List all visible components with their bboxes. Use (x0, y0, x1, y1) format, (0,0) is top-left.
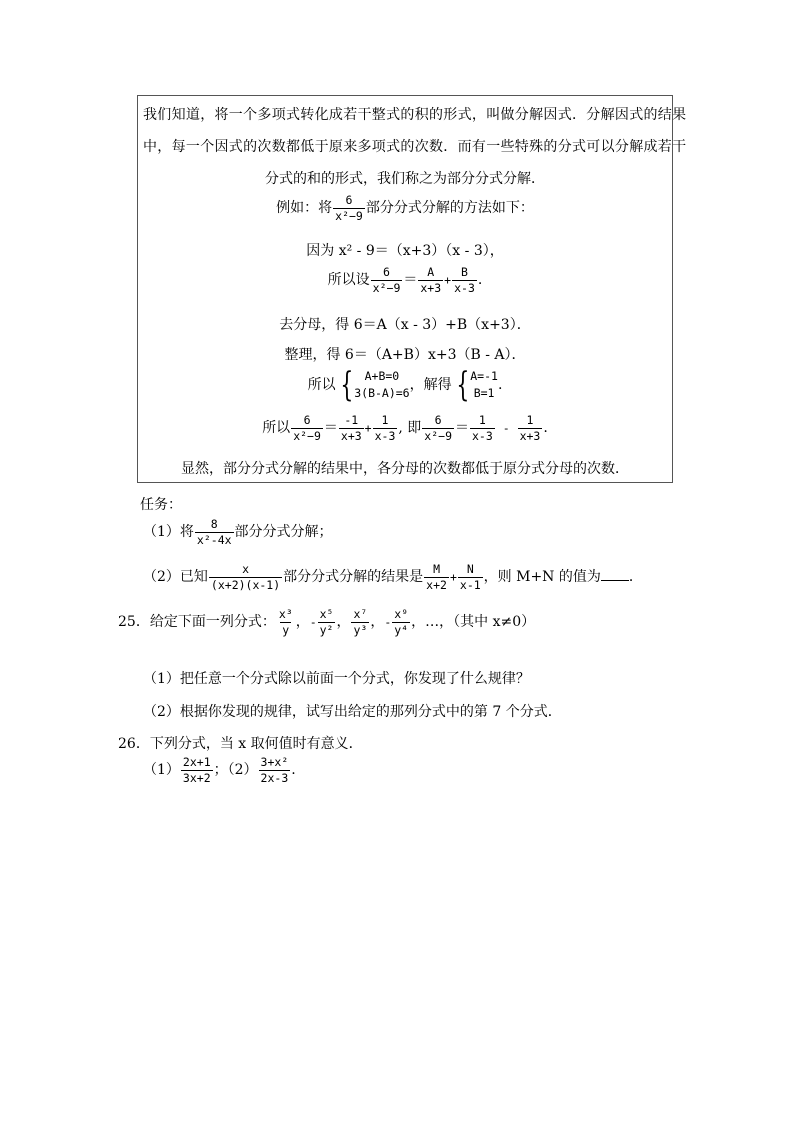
task-title: 任务： (140, 497, 182, 513)
fraction: $\frac{-1}{x+3}$ (340, 413, 362, 443)
question-25-part-1: （1）把任意一个分式除以前面一个分式，你发现了什么规律？ (143, 671, 530, 687)
fraction: $\frac{\text{x⁹}}{\text{y⁴}}$ (394, 607, 409, 637)
fraction: $\frac{1}{x-3}$ (472, 413, 493, 443)
question-26-parts: （1） $\frac{2x+1}{3x+2}$ ；（2） $\frac{\text{3+x²}}{2x-3}$ . (143, 755, 296, 785)
paragraph-line-3: 分式的和的形式，我们称之为部分分式分解． (265, 171, 545, 187)
fraction: $\frac{1}{x-3}$ (374, 413, 396, 443)
fraction: $\frac{x}{(x+2)(x-1)}$ (210, 562, 281, 592)
task-1: （1）将 $\frac{8}{\text{x²-4x}}$ 部分分式分解； (143, 517, 333, 547)
fraction: $\frac{M}{x+2}$ (426, 562, 447, 592)
fraction: $\frac{2x+1}{3x+2}$ (182, 755, 211, 785)
system-line: 所以 { A+B=0 3(B-A)=6 ，解得 { A=-1 B=1 . (307, 365, 503, 405)
paragraph-line-2: 中，每一个因式的次数都低于原来多项式的次数．而有一些特殊的分式可以分解成若干 (143, 139, 687, 155)
fraction: $\frac{A}{x+3}$ (420, 265, 442, 295)
fraction: $\frac{\text{3+x²}}{2x-3}$ (260, 755, 289, 785)
question-25-part-2: （2）根据你发现的规律，试写出给定的那列分式中的第 7 个分式． (143, 704, 562, 720)
final-line: 所以 $\frac{6}{\text{x²−9}}$ ＝ $\frac{-1}{x+3}$ + $\frac{1}{x-3}$ , 即 $\frac{6}{\text{x²−9}}$ ＝ $\frac{1}{x-3}$ - $\frac{1}{x+3}$ . (262, 413, 548, 443)
fraction: $\frac{\text{x³}}{y}$ (278, 607, 293, 637)
fraction: $\frac{1}{x+3}$ (519, 413, 541, 443)
because-line: 因为 x² - 9＝（x+3）（x - 3）， (306, 243, 504, 259)
example-line: 例如：将 $\frac{6}{\text{x²−9}}$ 部分分式分解的方法如下： (276, 193, 534, 223)
answer-blank[interactable] (601, 570, 629, 581)
arrange-line: 整理，得 6＝（A+B）x+3（B - A）． (284, 347, 526, 363)
fraction: $\frac{8}{\text{x²-4x}}$ (196, 517, 232, 547)
paragraph-line-1: 我们知道，将一个多项式转化成若干整式的积的形式，叫做分解因式．分解因式的结果 (143, 107, 687, 123)
fraction: $\frac{6}{\text{x²−9}}$ (293, 413, 321, 443)
clear-denominator-line: 去分母，得 6＝A（x - 3）+B（x+3）． (279, 317, 531, 333)
conclusion-line: 显然，部分分式分解的结果中，各分母的次数都低于原分式分母的次数． (181, 461, 629, 477)
fraction: $\frac{B}{x-3}$ (454, 265, 475, 295)
question-25: 25．给定下面一列分式： $\frac{\text{x³}}{y}$ ，- $\frac{\text{x⁵}}{\text{y²}}$ ， $\frac{\text{x⁷}}{\text{y³}}$ ，- $\frac{\text{x⁹}}{\text{y⁴}}$ ，…，（其中 x≠0） (118, 607, 536, 637)
explanation-box (137, 95, 687, 483)
fraction: $\frac{6}{\text{x²−9}}$ (335, 193, 363, 223)
fraction: $\frac{\text{x⁷}}{\text{y³}}$ (353, 607, 368, 637)
task-2: （2）已知 $\frac{x}{(x+2)(x-1)}$ 部分分式分解的结果是 $\frac{M}{x+2}$ + $\frac{N}{x-1}$ ，则 M+N 的值为 ． (143, 562, 643, 592)
fraction: $\frac{6}{\text{x²−9}}$ (424, 413, 452, 443)
equation-system: { A+B=0 3(B-A)=6 (339, 365, 410, 405)
assume-line: 所以设 $\frac{6}{\text{x²−9}}$ ＝ $\frac{A}{x+3}$ + $\frac{B}{x-3}$ . (327, 265, 483, 295)
fraction: $\frac{\text{x⁵}}{\text{y²}}$ (319, 607, 334, 637)
fraction: $\frac{6}{\text{x²−9}}$ (372, 265, 401, 295)
fraction: $\frac{N}{x-1}$ (459, 562, 481, 592)
question-26: 26．下列分式，当 x 取何值时有意义． (118, 736, 363, 752)
solution-system: { A=-1 B=1 (455, 365, 498, 405)
